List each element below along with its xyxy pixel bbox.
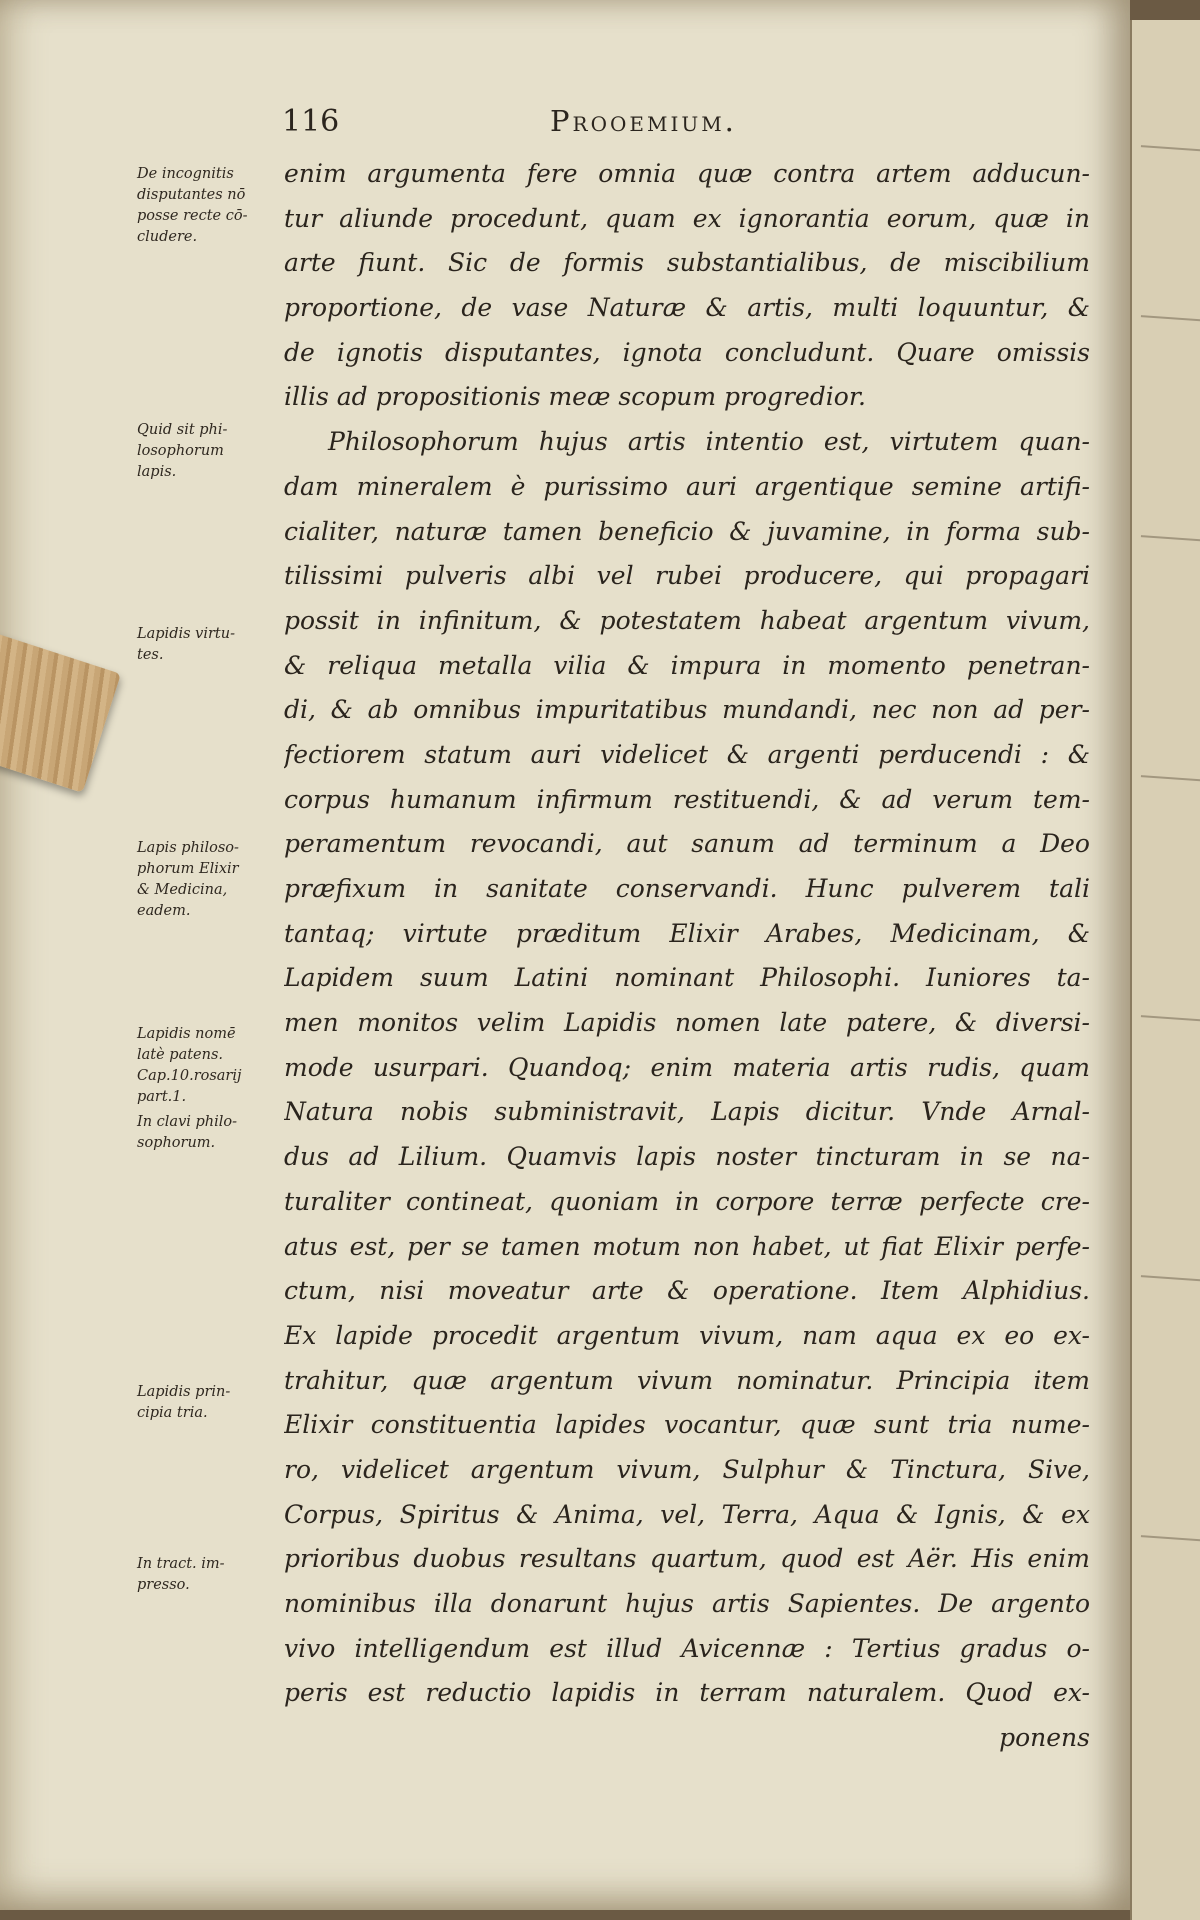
text-line: Lapidem suum Latini nominant Philosophi. Iuniores ta- — [284, 963, 1090, 993]
bleed-through-line — [1139, 775, 1200, 809]
margin-note: In clavi philo- sophorum. — [137, 1114, 238, 1151]
page-number: 116 — [282, 104, 340, 139]
margin-note: Lapidis prin- cipia tria. — [137, 1384, 231, 1421]
bleed-through-line — [1139, 1275, 1200, 1309]
text-line: tur aliunde procedunt, quam ex ignorantia eorum, quæ in — [284, 203, 1090, 233]
text-line: vivo intelligendum est illud Avicennæ : Tertius gradus o- — [284, 1633, 1090, 1663]
running-title: Prooemium. — [550, 104, 737, 138]
text-line: tantaq; virtute præditum Elixir Arabes, Medicinam, & — [284, 918, 1090, 948]
text-line: enim argumenta fere omnia quæ contra artem adducun- — [284, 159, 1090, 188]
bleed-through-line — [1139, 315, 1200, 349]
text-line: peris est reductio lapidis in terram naturalem. Quod ex- — [284, 1678, 1090, 1708]
text-line: ro, videlicet argentum vivum, Sulphur & Tinctura, Sive, — [284, 1454, 1090, 1484]
text-line: de ignotis disputantes, ignota concludunt. Quare omissis — [284, 337, 1090, 367]
margin-note: Lapidis nomē latè patens. Cap.10.rosarij part.1. — [137, 1026, 242, 1105]
bleed-through-line — [1139, 1535, 1200, 1569]
text-line: proportione, de vase Naturæ & artis, multi loquuntur, & — [284, 293, 1090, 323]
text-line: dus ad Lilium. Quamvis lapis noster tincturam in se na- — [284, 1142, 1090, 1172]
text-line: tilissimi pulveris albi vel rubei producere, qui propagari — [284, 561, 1090, 591]
text-line: & reliqua metalla vilia & impura in momento penetran- — [284, 650, 1090, 680]
text-line: di, & ab omnibus impuritatibus mundandi, nec non ad per- — [284, 695, 1090, 725]
margin-note: De incognitis disputantes nō posse recte cō- cludere. — [137, 166, 248, 245]
text-line: arte fiunt. Sic de formis substantialibus, de miscibilium — [284, 248, 1090, 278]
page-header — [280, 104, 1040, 144]
text-line: dam mineralem è purissimo auri argentique semine artifi- — [284, 471, 1090, 501]
text-line: possit in infinitum, & potestatem habeat argentum vivum, — [284, 605, 1090, 635]
bleed-through-line — [1139, 535, 1200, 569]
text-line: turaliter contineat, quoniam in corpore terræ perfecte cre- — [284, 1186, 1090, 1216]
catchword: ponens — [999, 1723, 1090, 1753]
text-line: corpus humanum infirmum restituendi, & ad verum tem- — [284, 784, 1090, 814]
text-line: illis ad propositionis meæ scopum progredior. — [284, 382, 867, 412]
bleed-through-line — [1139, 1015, 1200, 1049]
text-line: Ex lapide procedit argentum vivum, nam aqua ex eo ex- — [284, 1320, 1090, 1350]
text-line: Philosophorum hujus artis intentio est, virtutem quan- — [328, 427, 1090, 457]
text-line: trahitur, quæ argentum vivum nominatur. Principia item — [284, 1365, 1090, 1395]
text-line: nominibus illa donarunt hujus artis Sapientes. De argento — [284, 1589, 1090, 1618]
margin-note: Lapidis virtu- tes. — [137, 626, 235, 663]
text-line: fectiorem statum auri videlicet & argenti perducendi : & — [284, 739, 1090, 769]
adjacent-page-edge — [1130, 20, 1200, 1920]
margin-note: In tract. im- presso. — [137, 1556, 225, 1593]
main-text — [284, 152, 1090, 1761]
text-line: præfixum in sanitate conservandi. Hunc pulverem tali — [284, 874, 1090, 903]
margin-note: Lapis philoso- phorum Elixir & Medicina, eadem. — [137, 840, 239, 919]
text-line: atus est, per se tamen motum non habet, ut fiat Elixir perfe- — [284, 1231, 1090, 1261]
text-line: Corpus, Spiritus & Anima, vel, Terra, Aqua & Ignis, & ex — [284, 1499, 1090, 1529]
text-line: cialiter, naturæ tamen beneficio & juvamine, in forma sub- — [284, 516, 1090, 546]
text-line: Natura nobis subministravit, Lapis dicitur. Vnde Arnal- — [284, 1097, 1090, 1127]
text-line: Elixir constituentia lapides vocantur, quæ sunt tria nume- — [284, 1410, 1090, 1440]
bleed-through-line — [1139, 145, 1200, 179]
text-line: ctum, nisi moveatur arte & operatione. Item Alphidius. — [284, 1276, 1090, 1306]
text-line: men monitos velim Lapidis nomen late patere, & diversi- — [284, 1008, 1090, 1038]
margin-note: Quid sit phi- losophorum lapis. — [137, 422, 228, 480]
text-line: mode usurpari. Quandoq; enim materia artis rudis, quam — [284, 1052, 1090, 1082]
text-line: peramentum revocandi, aut sanum ad terminum a Deo — [284, 829, 1090, 859]
text-line: prioribus duobus resultans quartum, quod est Aër. His enim — [284, 1544, 1090, 1574]
